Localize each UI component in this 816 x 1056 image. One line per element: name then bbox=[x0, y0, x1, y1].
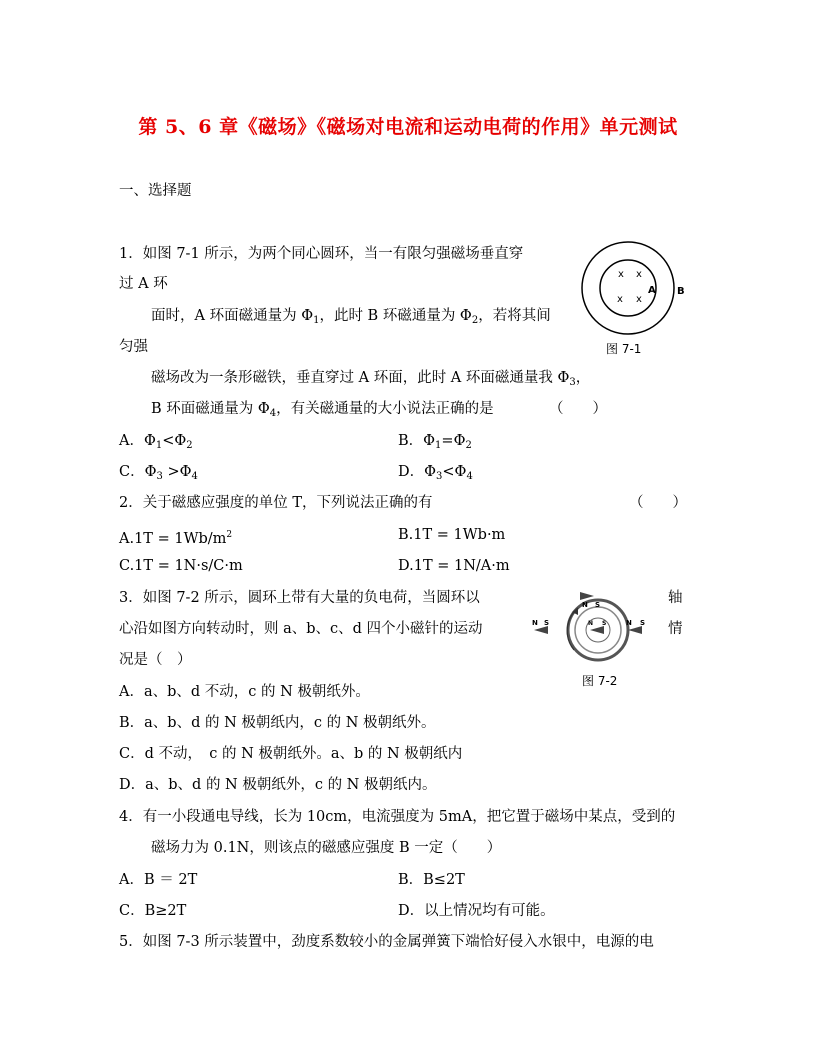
q4-line-1: 4．有一小段通电导线，长为 10cm，电流强度为 5mA，把它置于磁场中某点，受到的 bbox=[119, 809, 676, 825]
page-title: 第 5、6 章《磁场》《磁场对电流和运动电荷的作用》单元测试 bbox=[138, 116, 678, 138]
compass-a-n-label: N bbox=[582, 601, 588, 609]
q4-option-a: A．B ＝ 2T bbox=[119, 872, 198, 888]
q1-option-b: B．$\Phi_1=\Phi_2$ bbox=[398, 433, 472, 451]
compass-b-n-label: N bbox=[532, 619, 538, 627]
q2-option-b: B.1T = 1Wb·m bbox=[398, 527, 506, 543]
q3-line-1-end: 轴 bbox=[668, 590, 683, 606]
q1-answer-paren: （ ） bbox=[549, 401, 607, 417]
compass-needle-a bbox=[580, 592, 594, 600]
field-x-mark: x bbox=[636, 269, 642, 280]
figure-7-1-caption: 图 7-1 bbox=[606, 342, 642, 356]
q3-option-a: A．a、b、d 不动，c 的 N 极朝纸外。 bbox=[119, 684, 370, 700]
q3-line-2-end: 情 bbox=[668, 621, 683, 637]
section-heading: 一、选择题 bbox=[119, 183, 192, 199]
figure-7-1 bbox=[578, 238, 688, 338]
q3-option-d: D．a、b、d 的 N 极朝纸外，c 的 N 极朝纸内。 bbox=[119, 777, 437, 793]
q3-option-b: B．a、b、d 的 N 极朝纸内，c 的 N 极朝纸外。 bbox=[119, 715, 436, 731]
q4-line-2: 磁场力为 0.1N，则该点的磁感应强度 B 一定（ ） bbox=[151, 840, 502, 856]
compass-c-s-label: S bbox=[602, 620, 607, 627]
q4-option-d: D．以上情况均有可能。 bbox=[398, 903, 555, 919]
q3-option-c: C．d 不动， c 的 N 极朝纸外。a、b 的 N 极朝纸内 bbox=[119, 746, 463, 762]
field-x-mark: x bbox=[618, 269, 624, 280]
outer-ring-b bbox=[582, 242, 674, 334]
q1-line-5: 磁场改为一条形磁铁，垂直穿过 A 环面，此时 A 环面磁通量我 $\Phi_3$， bbox=[151, 370, 591, 388]
compass-d-n-label: N bbox=[626, 619, 632, 627]
q2-answer-paren: （ ） bbox=[629, 495, 687, 511]
q3-line-3: 况是（ ） bbox=[119, 652, 192, 668]
q1-line-3: 面时，A 环面磁通量为 $\Phi_1$，此时 B 环磁通量为 $\Phi_2$，若将其间 bbox=[151, 308, 551, 326]
q1-line-2: 过 A 环 bbox=[119, 276, 168, 292]
compass-d-s-label: S bbox=[640, 619, 646, 627]
q3-line-1: 3．如图 7-2 所示，圆环上带有大量的负电荷，当圆环以 bbox=[119, 590, 480, 606]
figure-7-2 bbox=[528, 580, 658, 670]
ring-label-a: A bbox=[648, 285, 656, 296]
q3-line-2: 心沿如图方向转动时，则 a、b、c、d 四个小磁针的运动 bbox=[119, 621, 483, 637]
compass-needle-c bbox=[590, 626, 604, 634]
q2-option-a: $A.1T = 1Wb/m^2$ bbox=[119, 530, 233, 547]
q2-option-d: D.1T = 1N/A·m bbox=[398, 558, 510, 574]
ring-label-b: B bbox=[677, 286, 685, 297]
field-x-mark: x bbox=[636, 294, 642, 305]
q1-option-c: C．$\Phi_3 >\Phi_4$ bbox=[119, 464, 198, 482]
q4-option-c: C．B≥2T bbox=[119, 903, 187, 919]
compass-b-s-label: S bbox=[544, 619, 550, 627]
q1-line-4: 匀强 bbox=[119, 339, 148, 355]
q1-option-a: A．$\Phi_1<\Phi_2$ bbox=[119, 433, 193, 451]
compass-a-s-label: S bbox=[595, 601, 601, 609]
q5-line-1: 5．如图 7-3 所示装置中，劲度系数较小的金属弹簧下端恰好侵入水银中，电源的电 bbox=[119, 934, 654, 950]
q1-line-1: 1．如图 7-1 所示，为两个同心圆环，当一有限匀强磁场垂直穿 bbox=[119, 246, 524, 262]
q1-line-6: B 环面磁通量为 $\Phi_4$，有关磁通量的大小说法正确的是 bbox=[151, 401, 494, 419]
compass-c-n-label: N bbox=[588, 620, 594, 627]
compass-needle-d bbox=[628, 626, 642, 634]
field-x-mark: x bbox=[617, 294, 623, 305]
q4-option-b: B．B≤2T bbox=[398, 872, 465, 888]
q1-option-d: D．$\Phi_3<\Phi_4$ bbox=[398, 464, 473, 482]
q2-stem: 2．关于磁感应强度的单位 T，下列说法正确的有 bbox=[119, 495, 433, 511]
q2-option-c: C.1T = 1N·s/C·m bbox=[119, 558, 243, 574]
compass-needle-b bbox=[534, 626, 548, 634]
figure-7-2-caption: 图 7-2 bbox=[582, 674, 618, 688]
